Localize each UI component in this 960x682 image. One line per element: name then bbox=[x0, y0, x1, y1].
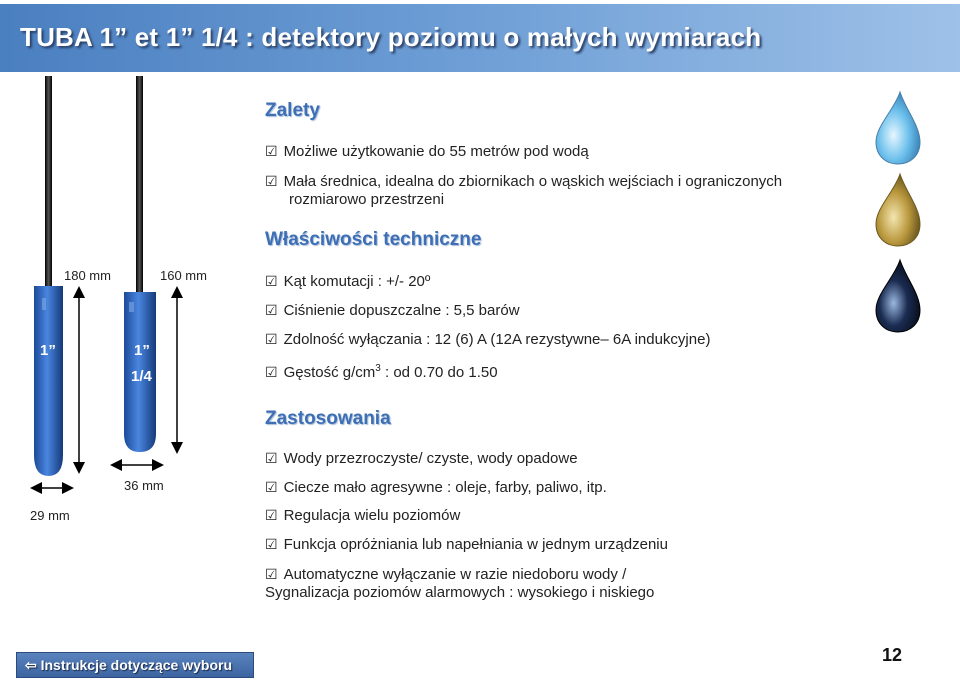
length-large-label: 180 mm bbox=[64, 268, 111, 283]
checkbox-icon: ☑ bbox=[265, 567, 278, 583]
spec-item: ☑ Ciśnienie dopuszczalne : 5,5 barów bbox=[265, 302, 520, 319]
advantage-item: ☑ Mała średnica, idealna do zbiornikach o wąskich wejściach i ograniczonych bbox=[265, 173, 783, 190]
page-title: TUBA 1” et 1” 1/4 : detektory poziomu o małych wymiarach bbox=[20, 22, 762, 52]
droplet-dark-icon bbox=[876, 260, 920, 332]
checkbox-icon: ☑ bbox=[265, 365, 278, 381]
checkbox-icon: ☑ bbox=[265, 451, 278, 467]
application-item: ☑ Wody przezroczyste/ czyste, wody opadowe bbox=[265, 450, 578, 467]
advantages-heading: Zalety bbox=[265, 100, 320, 121]
droplet-blue-icon bbox=[876, 92, 920, 164]
checkbox-icon: ☑ bbox=[265, 480, 278, 496]
application-item: ☑ Automatyczne wyłączanie w razie niedoboru wody / bbox=[265, 566, 627, 583]
width-small-label: 36 mm bbox=[124, 478, 164, 493]
specs-heading: Właściwości techniczne bbox=[265, 229, 482, 250]
spec-item: ☑ Zdolność wyłączania : 12 (6) A (12A rezystywne– 6A indukcyjne) bbox=[265, 331, 711, 348]
application-item: ☑ Regulacja wielu poziomów bbox=[265, 507, 461, 524]
width-large-label: 29 mm bbox=[30, 508, 70, 523]
tube-small-label-1: 1” bbox=[134, 342, 150, 359]
droplet-icons bbox=[862, 88, 942, 348]
applications-heading: Zastosowania bbox=[265, 408, 391, 429]
checkbox-icon: ☑ bbox=[265, 332, 278, 348]
checkbox-icon: ☑ bbox=[265, 303, 278, 319]
spec-item-density: ☑ Gęstość $g/cm^3$ : od 0.70 do 1.50 bbox=[265, 363, 498, 381]
back-to-selection-button[interactable]: ⇦ Instrukcje dotyczące wyboru bbox=[16, 652, 254, 678]
checkbox-icon: ☑ bbox=[265, 144, 278, 160]
application-item-continuation: Sygnalizacja poziomów alarmowych : wysokiego i niskiego bbox=[265, 584, 655, 601]
advantage-item-continuation: rozmiarowo przestrzeni bbox=[289, 191, 445, 208]
checkbox-icon: ☑ bbox=[265, 537, 278, 553]
advantage-item: ☑ Możliwe użytkowanie do 55 metrów pod wodą bbox=[265, 143, 589, 160]
checkbox-icon: ☑ bbox=[265, 508, 278, 524]
application-item: ☑ Funkcja opróżniania lub napełniania w jednym urządzeniu bbox=[265, 536, 668, 553]
checkbox-icon: ☑ bbox=[265, 274, 278, 290]
tube-large-label: 1” bbox=[40, 342, 56, 359]
spec-item: ☑ Kąt komutacji : +/- 20º bbox=[265, 273, 431, 290]
length-small-label: 160 mm bbox=[160, 268, 207, 283]
checkbox-icon: ☑ bbox=[265, 174, 278, 190]
droplet-gold-icon bbox=[876, 174, 920, 246]
page-number: 12 bbox=[881, 645, 902, 665]
tube-small-label-2: 1/4 bbox=[131, 368, 152, 385]
application-item: ☑ Ciecze mało agresywne : oleje, farby, paliwo, itp. bbox=[265, 479, 607, 496]
